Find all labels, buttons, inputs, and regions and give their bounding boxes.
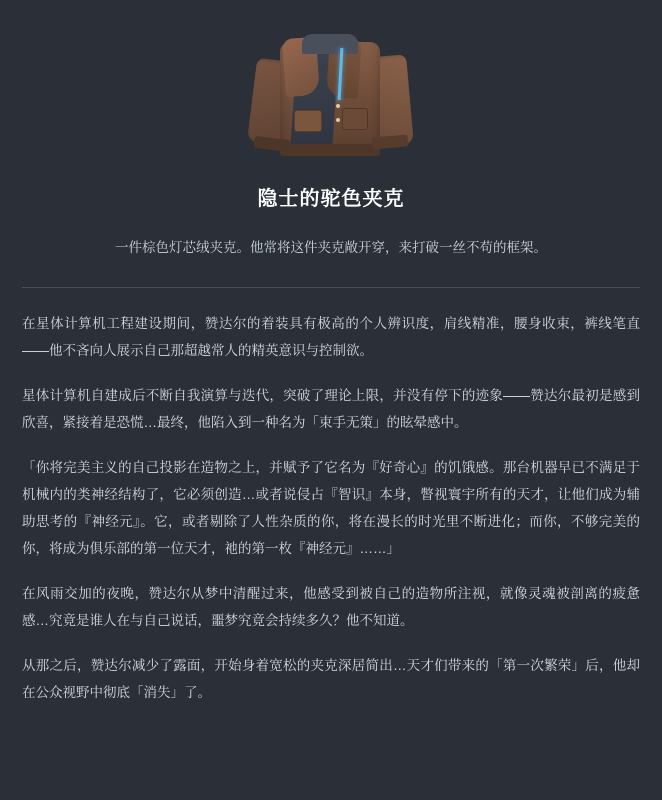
jacket-hem bbox=[280, 144, 380, 156]
lore-paragraph: 「你将完美主义的自己投影在造物之上，并赋予了它名为『好奇心』的饥饿感。那台机器早已不满足于机械内的类神经结构了，它必须创造…或者说侵占『智识』本身，瞥视寰宇所有的天才，让他们成为辅助思考的『神经元』。它，或者剔除了人性杂质的你，将在漫长的时光里不断进化；而你，不够完美的你，将成为俱乐部的第一位天才，祂的第一枚『神经元』……」 bbox=[22, 459, 640, 556]
item-subtitle: 一件棕色灯芯绒夹克。他常将这件夹克敞开穿，来打破一丝不苟的框架。 bbox=[115, 240, 547, 255]
jacket-left-pocket bbox=[294, 110, 322, 132]
brown-corduroy-jacket-illustration bbox=[246, 26, 416, 156]
page-title: 隐士的驼色夹克 bbox=[257, 188, 405, 210]
lore-body bbox=[22, 288, 640, 706]
lore-paragraph: 在风雨交加的夜晚，赞达尔从梦中清醒过来，他感受到被自己的造物所注视，就像灵魂被剖离的疲惫感…究竟是谁人在与自己说话，噩梦究竟会持续多久？他不知道。 bbox=[22, 585, 640, 628]
lore-paragraph: 在星体计算机工程建设期间，赞达尔的着装具有极高的个人辨识度，肩线精准，腰身收束，裤线笔直——他不吝向人展示自己那超越常人的精英意识与控制欲。 bbox=[22, 315, 640, 358]
artwork-area bbox=[0, 0, 662, 168]
lore-paragraph: 从那之后，赞达尔减少了露面，开始身着宽松的夹克深居简出…天才们带来的「第一次繁荣」后，他却在公众视野中彻底「消失」了。 bbox=[22, 657, 640, 700]
jacket-button-upper bbox=[336, 104, 340, 108]
jacket-button-lower bbox=[336, 118, 340, 122]
jacket-collar bbox=[302, 34, 358, 54]
lore-paragraph: 星体计算机自建成后不断自我演算与迭代，突破了理论上限，并没有停下的迹象——赞达尔最初是感到欣喜，紧接着是恐慌…最终，他陷入到一种名为「束手无策」的眩晕感中。 bbox=[22, 387, 640, 430]
jacket-right-pocket bbox=[342, 108, 368, 130]
jacket-right-cuff bbox=[372, 134, 409, 149]
